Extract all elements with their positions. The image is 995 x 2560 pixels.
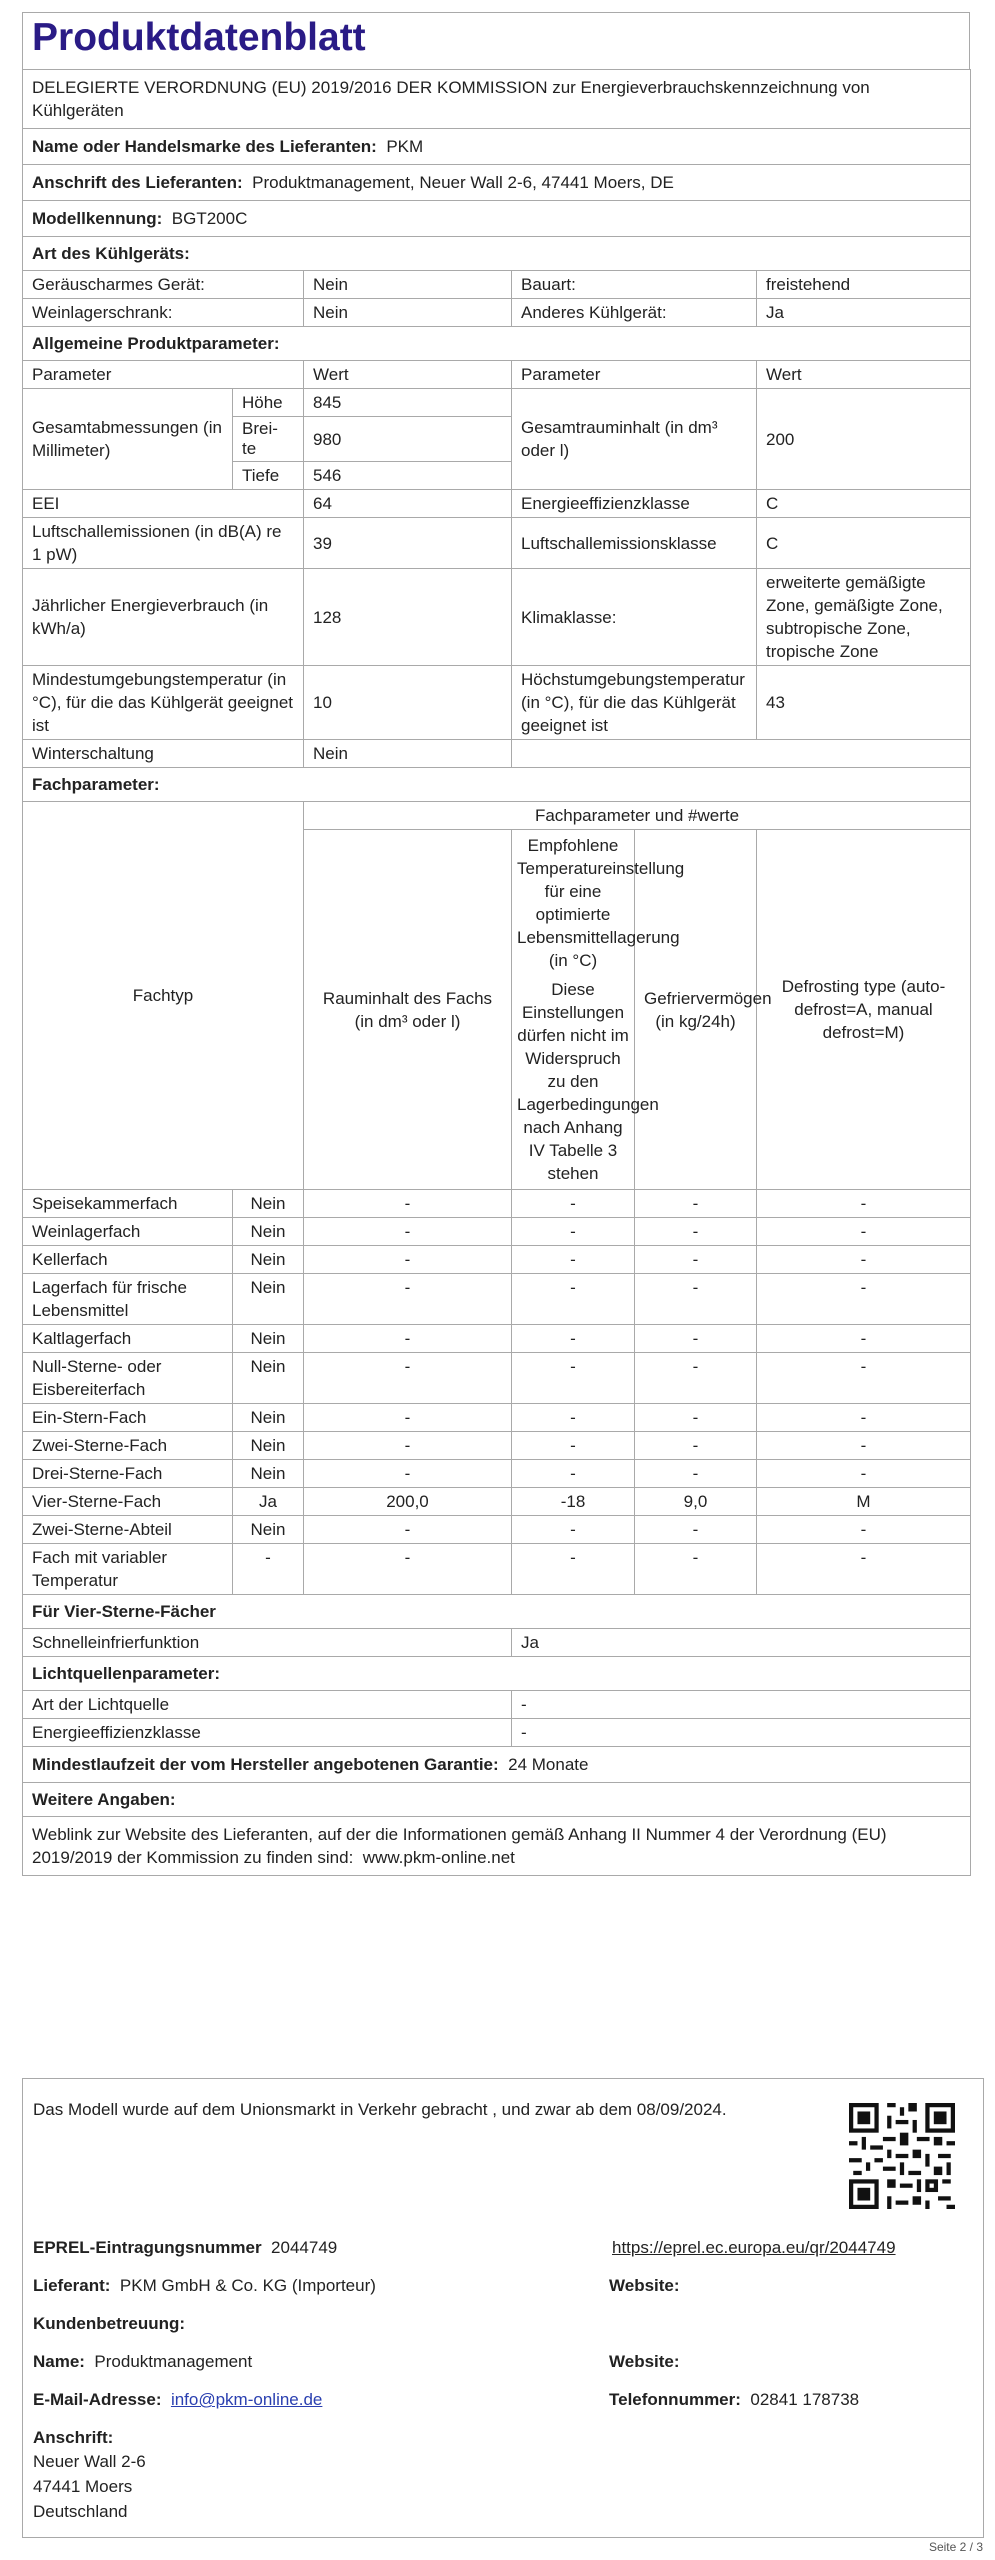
email-link[interactable]: info@pkm-online.de: [170, 2390, 323, 2409]
email-row: E-Mail-Adresse: info@pkm-online.de: [33, 2390, 323, 2409]
compartment-volume: -: [304, 1544, 512, 1595]
compartment-row: [23, 1218, 971, 1246]
compartment-name: Fach mit variabler Temperatur: [23, 1544, 233, 1595]
compartment-row: [23, 1246, 971, 1274]
compartment-present: Nein: [233, 1190, 304, 1218]
compartment-temp: -: [512, 1274, 635, 1325]
compartment-temp: -: [512, 1516, 635, 1544]
compartment-name: Zwei-Sterne-Abteil: [23, 1516, 233, 1544]
compartment-volume: -: [304, 1516, 512, 1544]
compartment-defrost: -: [757, 1218, 971, 1246]
compartment-present: Ja: [233, 1488, 304, 1516]
compartment-freeze: 9,0: [635, 1488, 757, 1516]
regulation-text: DELEGIERTE VERORDNUNG (EU) 2019/2016 DER KOMMISSION zur Energieverbrauchskennzeichnung von Kühlgeräten: [23, 70, 971, 129]
anschrift-line: 47441 Moers: [33, 2477, 133, 2496]
compartment-row: [23, 1190, 971, 1218]
compartment-freeze: -: [635, 1353, 757, 1404]
anschrift-line: Deutschland: [33, 2502, 128, 2521]
dims-row: Gesamtabmessungen (in Millimeter) Höhe 845 Gesamtrauminhalt (in dm³ oder l) 200: [23, 389, 971, 417]
compartment-temp: -: [512, 1353, 635, 1404]
section-general: Allgemeine Produktparameter:: [23, 327, 971, 361]
compartment-present: Nein: [233, 1274, 304, 1325]
phone-row: Telefonnummer: 02841 178738: [609, 2390, 860, 2409]
compartment-volume: -: [304, 1190, 512, 1218]
compartment-temp: -: [512, 1218, 635, 1246]
fast-freeze-row: Schnelleinfrierfunktion Ja: [23, 1629, 971, 1657]
comp-group-header: Fachtyp Fachparameter und #werte: [23, 802, 971, 830]
compartment-row: [23, 1488, 971, 1516]
type-row: Geräuscharmes Gerät: Nein Bauart: freistehend: [23, 271, 971, 299]
compartment-volume: -: [304, 1325, 512, 1353]
compartment-freeze: -: [635, 1218, 757, 1246]
compartment-defrost: -: [757, 1353, 971, 1404]
winter-row: Winterschaltung Nein: [23, 740, 971, 768]
anschrift-line: Neuer Wall 2-6: [33, 2452, 146, 2471]
compartment-present: Nein: [233, 1218, 304, 1246]
compartment-defrost: -: [757, 1246, 971, 1274]
product-data-sheet: [22, 12, 970, 1876]
compartment-volume: 200,0: [304, 1488, 512, 1516]
compartment-present: Nein: [233, 1432, 304, 1460]
compartment-temp: -: [512, 1404, 635, 1432]
eprel-row: EPREL-Eintragungsnummer 2044749: [33, 2238, 338, 2257]
eprel-link[interactable]: https://eprel.ec.europa.eu/qr/2044749: [612, 2238, 896, 2257]
compartment-present: Nein: [233, 1246, 304, 1274]
dims-row: Brei- te 980: [23, 417, 971, 462]
compartment-present: Nein: [233, 1404, 304, 1432]
supplier-row: Name oder Handelsmarke des Lieferanten: PKM: [23, 129, 971, 165]
website2-label: Website:: [609, 2352, 680, 2371]
compartment-row: [23, 1544, 971, 1595]
compartment-defrost: -: [757, 1190, 971, 1218]
dims-label: Gesamtabmessungen (in Millimeter): [23, 389, 233, 490]
footer-box: [22, 2078, 984, 2538]
compartment-volume: -: [304, 1353, 512, 1404]
compartment-row: [23, 1516, 971, 1544]
compartment-row: [23, 1353, 971, 1404]
anschrift-label: Anschrift:: [33, 2428, 114, 2447]
compartment-freeze: -: [635, 1190, 757, 1218]
compartment-volume: -: [304, 1432, 512, 1460]
section-light: Lichtquellenparameter:: [23, 1657, 971, 1691]
compartment-freeze: -: [635, 1246, 757, 1274]
fachtyp-header: Fachtyp: [23, 802, 304, 1190]
compartment-defrost: M: [757, 1488, 971, 1516]
section-type: Art des Kühlgeräts:: [23, 237, 971, 271]
dims-row: Tiefe 546: [23, 462, 971, 490]
lieferant-row: Lieferant: PKM GmbH & Co. KG (Importeur): [33, 2276, 376, 2295]
compartment-name: Drei-Sterne-Fach: [23, 1460, 233, 1488]
compartment-defrost: -: [757, 1274, 971, 1325]
compartment-name: Speisekammerfach: [23, 1190, 233, 1218]
type-row: Weinlagerschrank: Nein Anderes Kühlgerät: Ja: [23, 299, 971, 327]
compartment-freeze: -: [635, 1432, 757, 1460]
section-fourstar: Für Vier-Sterne-Fächer: [23, 1595, 971, 1629]
weblink-row: Weblink zur Website des Lieferanten, auf der die Informationen gemäß Anhang II Nummer 4 der Verordnung (EU) 2019/2019 der Kommission zu finden sind: www.pkm-online.net: [23, 1817, 971, 1876]
temp-row: Mindestumgebungstemperatur (in °C), für die das Kühlgerät geeignet ist 10 Höchstumgebungstemperatur (in °C), für die das Kühlgerät geeignet ist 43: [23, 666, 971, 740]
model-row: Modellkennung: BGT200C: [23, 201, 971, 237]
compartment-present: Nein: [233, 1516, 304, 1544]
name-row: Name: Produktmanagement: [33, 2352, 253, 2371]
compartment-freeze: -: [635, 1460, 757, 1488]
compartment-freeze: -: [635, 1544, 757, 1595]
kunden-label: Kundenbetreuung:: [33, 2314, 186, 2333]
compartment-name: Lagerfach für frische Lebensmittel: [23, 1274, 233, 1325]
compartment-volume: -: [304, 1460, 512, 1488]
section-compartments: Fachparameter:: [23, 768, 971, 802]
datasheet-table: [22, 69, 971, 1876]
compartment-present: Nein: [233, 1325, 304, 1353]
compartment-volume: -: [304, 1404, 512, 1432]
compartment-volume: -: [304, 1218, 512, 1246]
compartment-row: [23, 1325, 971, 1353]
compartment-rows: [23, 1190, 971, 1595]
compartment-row: [23, 1432, 971, 1460]
page-number: Seite 2 / 3: [928, 2540, 983, 2554]
compartment-defrost: -: [757, 1460, 971, 1488]
page-title: Produktdatenblatt: [22, 12, 970, 69]
compartment-name: Ein-Stern-Fach: [23, 1404, 233, 1432]
compartment-row: [23, 1460, 971, 1488]
compartment-row: [23, 1274, 971, 1325]
comp-column-header: Rauminhalt des Fachs (in dm³ oder l) Empfohlene Temperatureinstellung für eine optimierte Lebensmittellagerung (in °C) Diese Einstellungen dürfen nicht im Widerspruch zu den Lagerbedingungen nach Anhang IV Tabelle 3 stehen Gefriervermögen (in kg/24h) Defrosting type (auto-defrost=A, manual defrost=M): [23, 830, 971, 1190]
compartment-temp: -: [512, 1325, 635, 1353]
website-label: Website:: [609, 2276, 680, 2295]
light-row: Energieeffizienzklasse -: [23, 1719, 971, 1747]
qr-code-icon: [849, 2103, 955, 2209]
weblink-url[interactable]: www.pkm-online.net: [362, 1848, 515, 1867]
compartment-temp: -: [512, 1246, 635, 1274]
compartment-temp: -: [512, 1544, 635, 1595]
compartment-temp: -: [512, 1432, 635, 1460]
compartment-defrost: -: [757, 1544, 971, 1595]
eei-row: EEI 64 Energieeffizienzklasse C: [23, 490, 971, 518]
noise-row: Luftschallemissionen (in dB(A) re 1 pW) 39 Luftschallemissionsklasse C: [23, 518, 971, 569]
warranty-row: Mindestlaufzeit der vom Hersteller angebotenen Garantie: 24 Monate: [23, 1747, 971, 1783]
compartment-freeze: -: [635, 1274, 757, 1325]
general-header-row: Parameter Wert Parameter Wert: [23, 361, 971, 389]
compartment-present: Nein: [233, 1460, 304, 1488]
address-row: Anschrift des Lieferanten: Produktmanagement, Neuer Wall 2-6, 47441 Moers, DE: [23, 165, 971, 201]
compartment-row: [23, 1404, 971, 1432]
energy-row: Jährlicher Energieverbrauch (in kWh/a) 128 Klimaklasse: erweiterte gemäßigte Zone, gemäßigte Zone, subtropische Zone, tropische Zone: [23, 569, 971, 666]
compartment-name: Zwei-Sterne-Fach: [23, 1432, 233, 1460]
compartment-present: Nein: [233, 1353, 304, 1404]
compartment-temp: -18: [512, 1488, 635, 1516]
compartment-volume: -: [304, 1274, 512, 1325]
compartment-name: Null-Sterne- oder Eisbereiterfach: [23, 1353, 233, 1404]
compartment-name: Kaltlagerfach: [23, 1325, 233, 1353]
compartment-defrost: -: [757, 1516, 971, 1544]
section-more: Weitere Angaben:: [23, 1783, 971, 1817]
compartment-name: Kellerfach: [23, 1246, 233, 1274]
compartment-freeze: -: [635, 1325, 757, 1353]
compartment-freeze: -: [635, 1516, 757, 1544]
compartment-name: Weinlagerfach: [23, 1218, 233, 1246]
compartment-defrost: -: [757, 1404, 971, 1432]
compartment-present: -: [233, 1544, 304, 1595]
compartment-defrost: -: [757, 1325, 971, 1353]
light-row: Art der Lichtquelle -: [23, 1691, 971, 1719]
market-text: Das Modell wurde auf dem Unionsmarkt in Verkehr gebracht , und zwar ab dem 08/09/2024.: [33, 2100, 727, 2119]
compartment-temp: -: [512, 1190, 635, 1218]
compartment-name: Vier-Sterne-Fach: [23, 1488, 233, 1516]
compartment-volume: -: [304, 1246, 512, 1274]
compartment-defrost: -: [757, 1432, 971, 1460]
compartment-temp: -: [512, 1460, 635, 1488]
compartment-freeze: -: [635, 1404, 757, 1432]
